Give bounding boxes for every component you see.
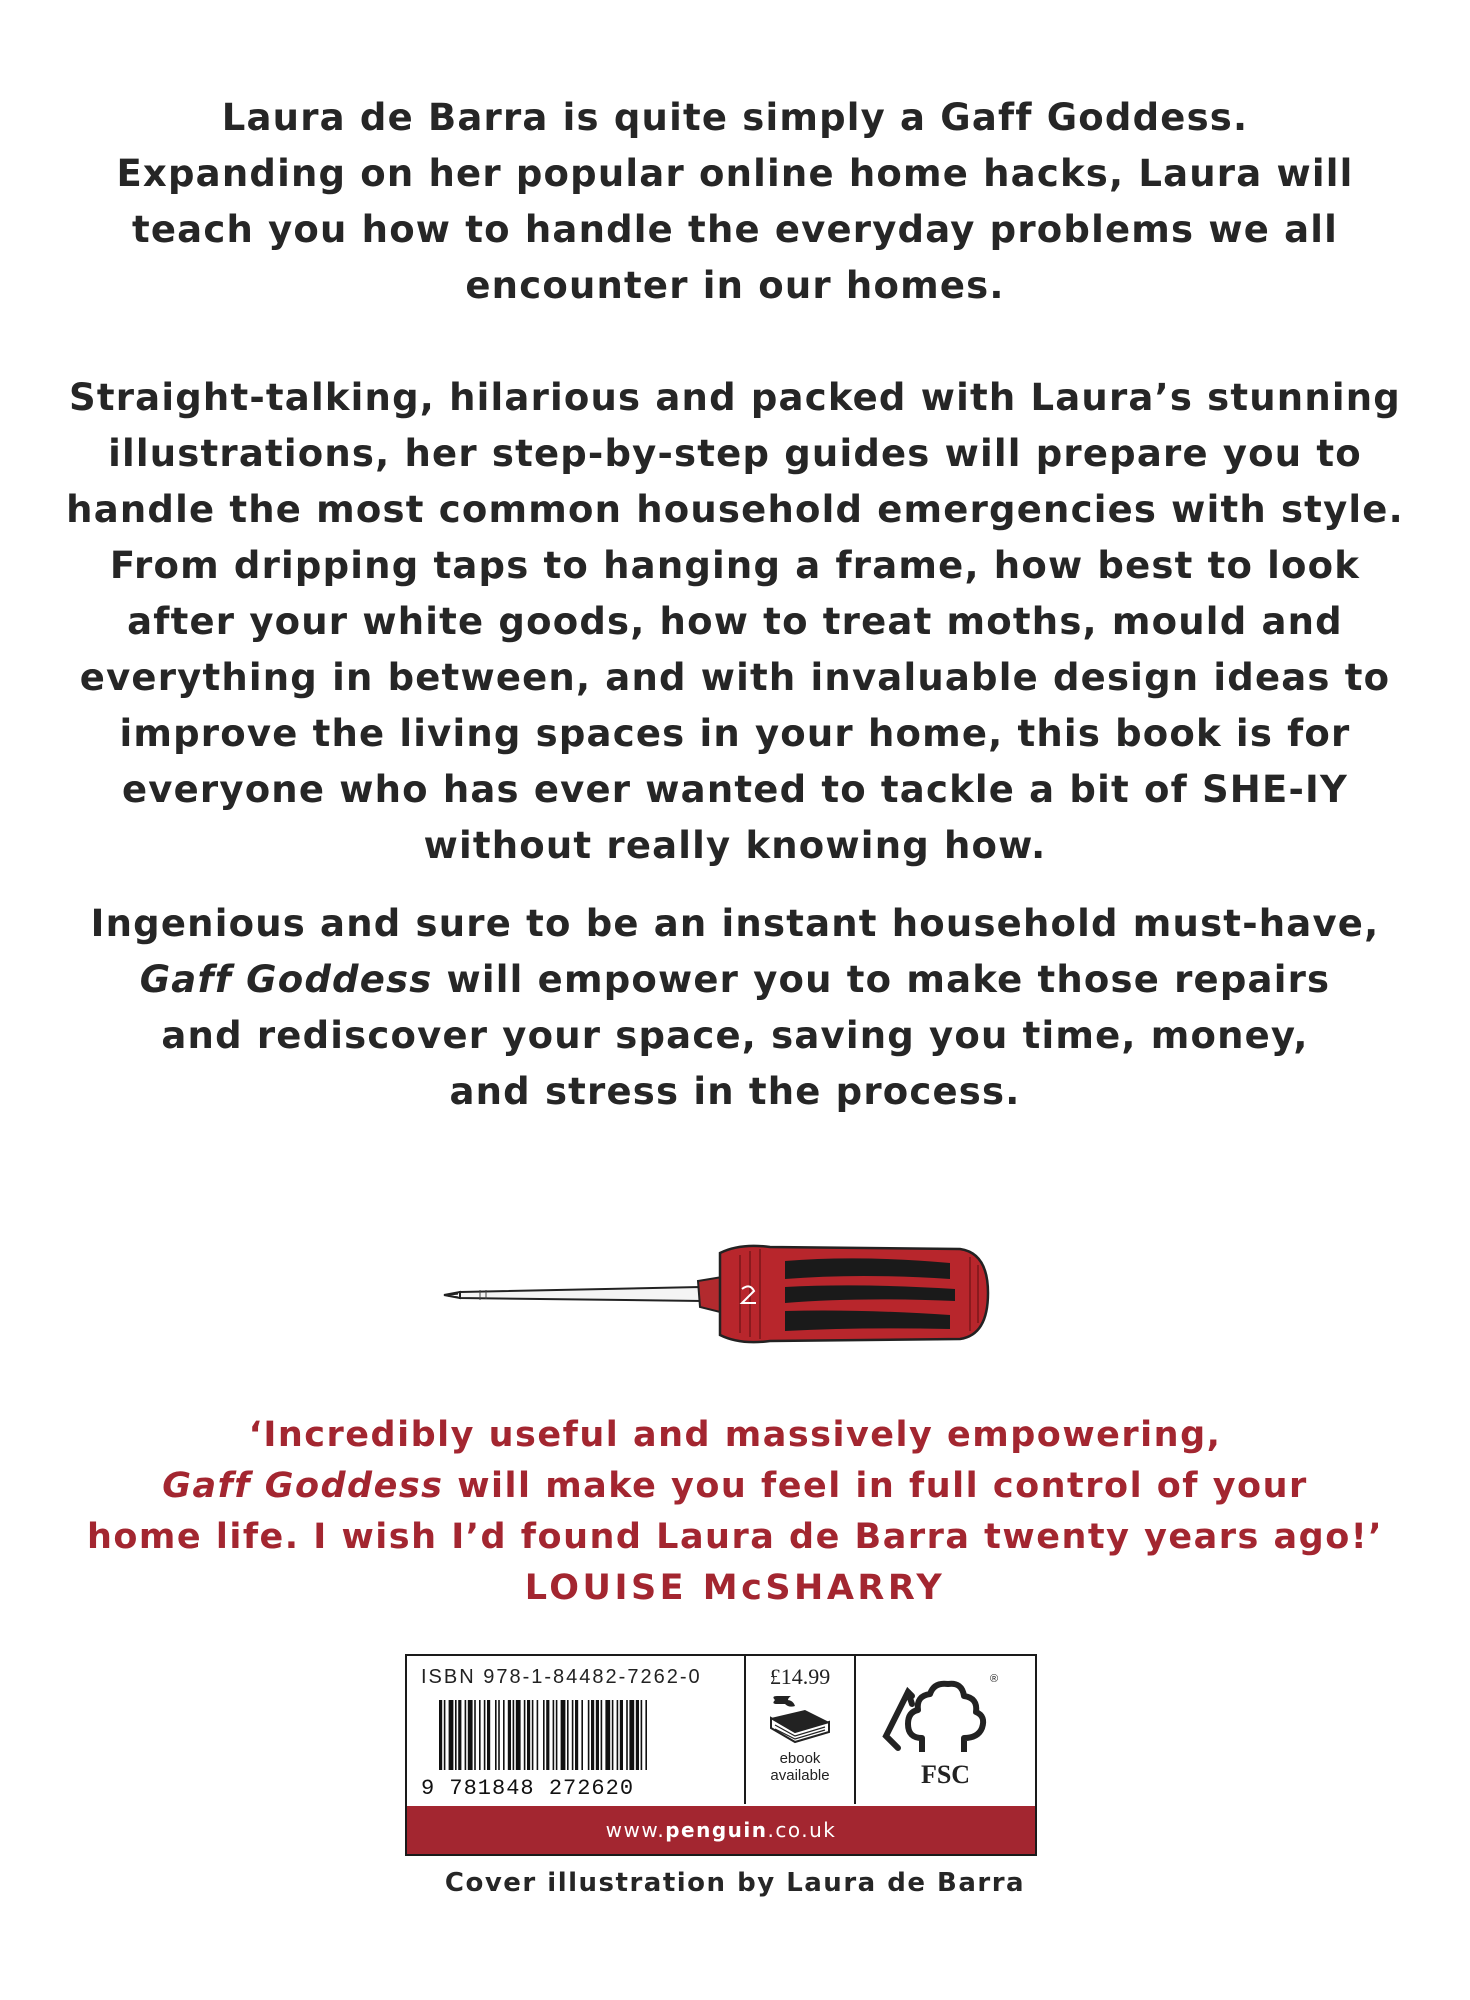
barcode-bar [636, 1700, 639, 1770]
blurb-line: From dripping taps to hanging a frame, how best to look [109, 544, 1361, 587]
barcode-bar [527, 1700, 530, 1770]
barcode-bar [465, 1700, 467, 1770]
svg-text:®: ® [990, 1673, 999, 1685]
ebook-icon [765, 1694, 835, 1750]
blurb-paragraph-2 [0, 370, 1470, 874]
barcode-bar [561, 1700, 566, 1770]
barcode-bar [591, 1700, 594, 1770]
fsc-cell [856, 1656, 1035, 1804]
blurb-line: encounter in our homes. [465, 264, 1005, 307]
barcode-bar [498, 1700, 500, 1770]
price: £14.99 [769, 1664, 831, 1689]
price-cell [746, 1656, 856, 1804]
barcode-bar [444, 1700, 446, 1770]
barcode-bar [612, 1700, 614, 1770]
barcode-bar [455, 1700, 457, 1770]
fsc-tree-icon [878, 1668, 1008, 1760]
blurb-line: illustrations, her step-by-step guides will prepare you to [108, 432, 1362, 475]
barcode-bar [458, 1700, 461, 1770]
barcode-bar [605, 1700, 610, 1770]
blurb-line: Straight-talking, hilarious and packed with Laura’s stunning [69, 376, 1401, 419]
blurb-line: Ingenious and sure to be an instant household must-have, [90, 902, 1380, 945]
quote-line [0, 1461, 1470, 1512]
barcode-bar [516, 1700, 521, 1770]
barcode-bar [572, 1700, 574, 1770]
publisher-url[interactable] [407, 1806, 1035, 1854]
quote-text: will make you feel in full control of your [443, 1466, 1308, 1506]
barcode-bar [626, 1700, 628, 1770]
barcode-bar [588, 1700, 590, 1770]
blurb-line: and rediscover your space, saving you time, money, [161, 1014, 1309, 1057]
barcode-bar [620, 1700, 623, 1770]
barcode-bar [645, 1700, 647, 1770]
barcode-bar [449, 1700, 454, 1770]
blurb-text: will empower you to make those repairs [432, 958, 1331, 1001]
barcode-bar [513, 1700, 515, 1770]
barcode-bar [524, 1700, 526, 1770]
barcode-bar [596, 1700, 599, 1770]
barcode-bar [543, 1700, 545, 1770]
fsc-label: FSC [920, 1760, 971, 1789]
blurb-line: without really knowing how. [423, 824, 1047, 867]
barcode-graphic [419, 1700, 731, 1800]
barcode-bar [468, 1700, 473, 1770]
review-quote [0, 1410, 1470, 1614]
blurb-line: teach you how to handle the everyday problems we all [131, 208, 1339, 251]
barcode-bar [479, 1700, 481, 1770]
ebook-label: ebook [779, 1750, 821, 1767]
blurb-line: after your white goods, how to treat moths, mould and [127, 600, 1343, 643]
blurb-paragraph-1 [0, 90, 1470, 314]
quote-line: ‘Incredibly useful and massively empowering, [248, 1415, 1222, 1455]
blurb-line: improve the living spaces in your home, this book is for [119, 712, 1351, 755]
barcode-panel [405, 1654, 1037, 1856]
book-title: Gaff Goddess [139, 958, 433, 1001]
barcode-bar [508, 1700, 511, 1770]
book-title: Gaff Goddess [162, 1466, 444, 1506]
barcode-bar [641, 1700, 643, 1770]
blurb-line: handle the most common household emergencies with style. [66, 488, 1404, 531]
ebook-label: available [770, 1767, 830, 1784]
barcode-bar [575, 1700, 578, 1770]
barcode-bar [617, 1700, 619, 1770]
barcode-bar [546, 1700, 549, 1770]
barcode-bar [553, 1700, 555, 1770]
barcode-bar [532, 1700, 534, 1770]
barcode-bar [567, 1700, 569, 1770]
barcode-bar [537, 1700, 539, 1770]
barcode-bar [495, 1700, 497, 1770]
quote-line: home life. I wish I’d found Laura de Barra twenty years ago!’ [86, 1517, 1384, 1557]
screwdriver-icon [440, 1235, 1000, 1355]
barcode-bar [487, 1700, 490, 1770]
barcode-bar [601, 1700, 603, 1770]
blurb-line: everything in between, and with invaluable design ideas to [79, 656, 1391, 699]
blurb-paragraph-3 [0, 896, 1470, 1120]
barcode-bar [474, 1700, 476, 1770]
barcode-bar [581, 1700, 583, 1770]
barcode-digits: 9 781848 272620 [421, 1776, 635, 1800]
url-prefix: www. [605, 1818, 666, 1842]
barcode-bar [439, 1700, 442, 1770]
quote-author: LOUISE McSHARRY [524, 1568, 946, 1608]
isbn-cell [407, 1656, 746, 1804]
url-brand: penguin [665, 1818, 768, 1842]
barcode-bar [484, 1700, 486, 1770]
blurb-line: Laura de Barra is quite simply a Gaff Goddess. [221, 96, 1249, 139]
blurb-line: everyone who has ever wanted to tackle a bit of SHE-IY [122, 768, 1348, 811]
blurb-line: and stress in the process. [449, 1070, 1021, 1113]
url-suffix: .co.uk [767, 1818, 837, 1842]
isbn-label: ISBN 978-1-84482-7262-0 [421, 1666, 702, 1688]
barcode-bar [503, 1700, 505, 1770]
barcode-bar [556, 1700, 558, 1770]
cover-credit: Cover illustration by Laura de Barra [444, 1868, 1026, 1898]
blurb-line: Expanding on her popular online home hacks, Laura will [116, 152, 1354, 195]
blurb-line [0, 952, 1470, 1008]
barcode-bar [629, 1700, 634, 1770]
